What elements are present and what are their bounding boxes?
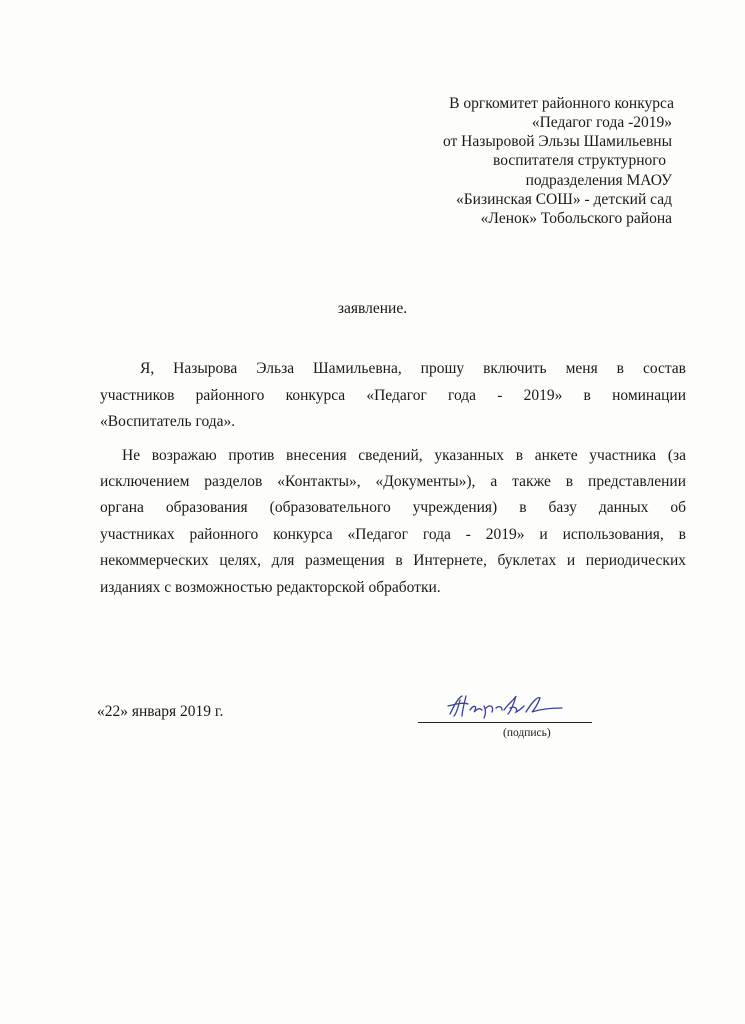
body-line: изданиях с возможностью редакторской обработки.	[100, 579, 441, 596]
signature-image	[444, 692, 568, 720]
body-line: исключением разделов «Контакты», «Документы»), а также в представлении	[100, 473, 686, 490]
header-line: от Назыровой Эльзы Шамильевны	[442, 133, 672, 150]
body-line: участников районного конкурса «Педагог года - 2019» в номинации	[100, 387, 686, 404]
body-line: Я, Назырова Эльза Шамильевна, прошу включить меня в состав	[140, 360, 686, 377]
document-title: заявление.	[337, 300, 408, 317]
date: «22» января 2019 г.	[97, 703, 224, 720]
header-line: В оргкомитет районного конкурса	[449, 95, 674, 112]
body-line: Не возражаю против внесения сведений, указанных в анкете участника (за	[122, 447, 686, 464]
body-line: «Воспитатель года».	[100, 413, 236, 430]
header-line: «Бизинская СОШ» - детский сад	[456, 191, 672, 208]
header-line: «Ленок» Тобольского района	[480, 210, 672, 227]
body-line: участниках районного конкурса «Педагог года - 2019» и использования, в	[100, 526, 686, 543]
header-line: «Педагог года -2019»	[531, 114, 672, 131]
signature-line	[418, 722, 592, 723]
header-line: подразделения МАОУ	[525, 172, 672, 189]
body-line: некоммерческих целях, для размещения в Интернете, буклетах и периодических	[100, 552, 686, 569]
header-line: воспитателя структурного	[493, 152, 666, 169]
body-line: органа образования (образовательного учреждения) в базу данных об	[100, 499, 686, 516]
signature-caption: (подпись)	[503, 727, 551, 739]
